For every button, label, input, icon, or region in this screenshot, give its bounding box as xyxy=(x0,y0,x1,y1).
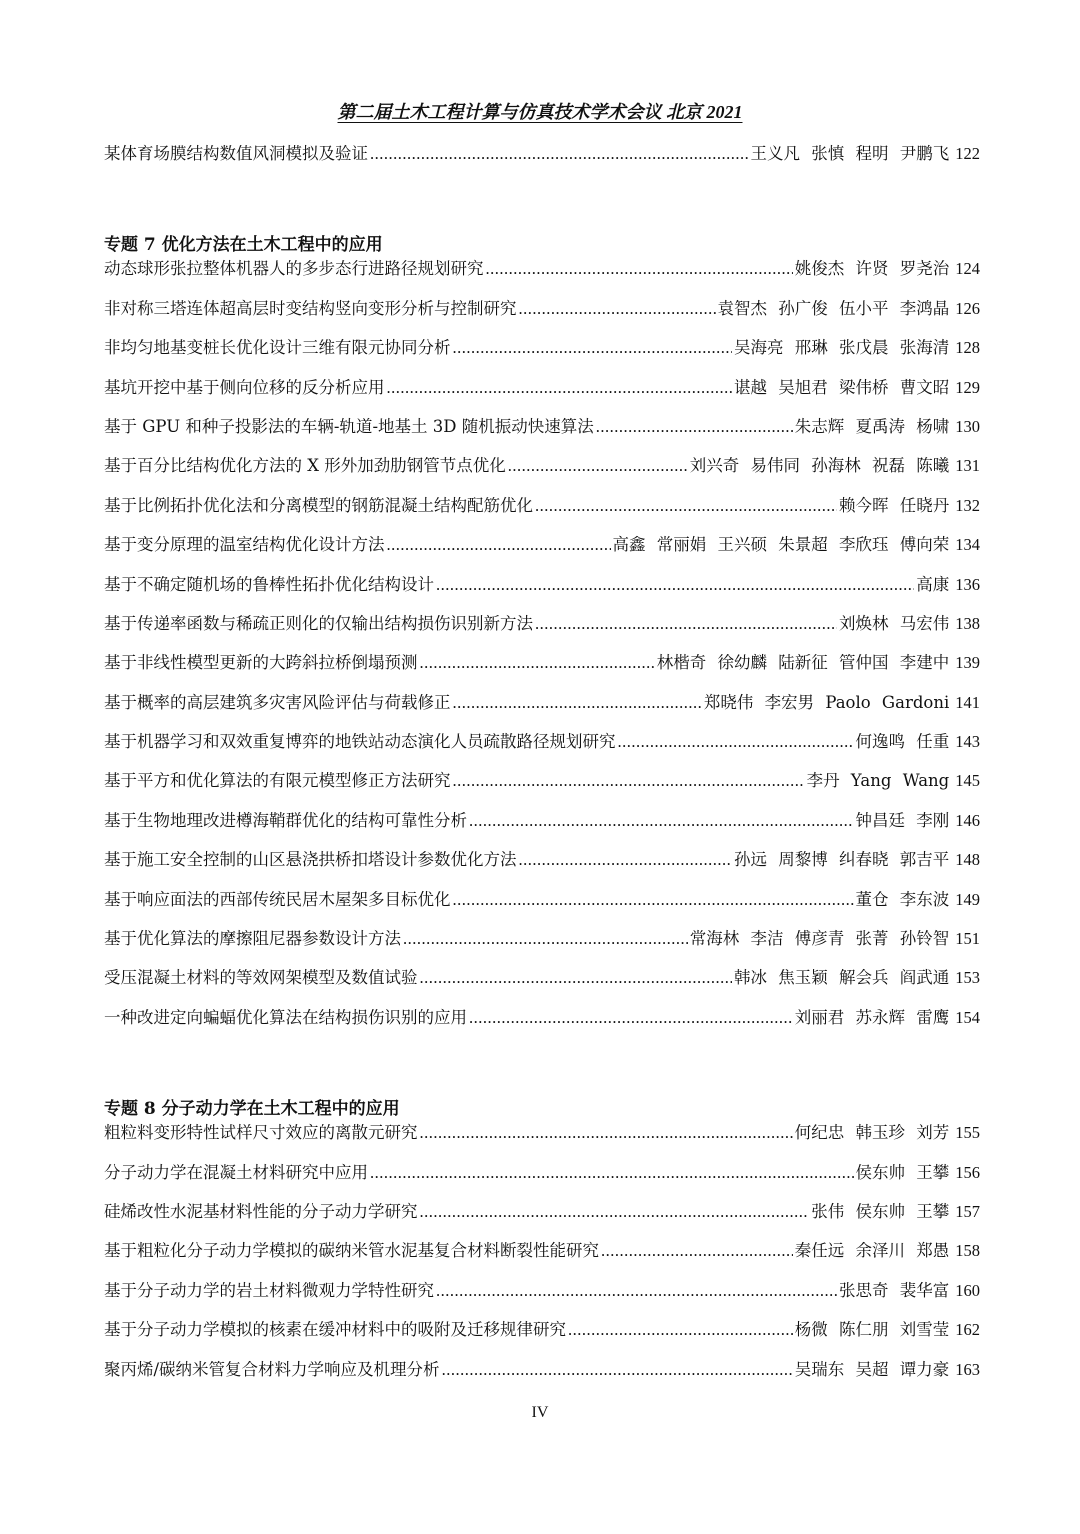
entry-title: 基于生物地理改进樽海鞘群优化的结构可靠性分析 xyxy=(104,810,467,830)
entry-authors: 刘兴奇 易伟同 孙海林 祝磊 陈曦 xyxy=(689,456,950,476)
entry-title: 基于非线性模型更新的大跨斜拉桥倒塌预测 xyxy=(104,653,418,673)
toc-entry xyxy=(104,728,980,767)
toc-entry xyxy=(104,1277,980,1316)
toc-entry xyxy=(104,1356,980,1395)
leader-dots xyxy=(508,456,688,476)
entry-title: 基于施工安全控制的山区悬浇拱桥扣塔设计参数优化方法 xyxy=(104,850,517,870)
entry-title: 基于优化算法的摩擦阻尼器参数设计方法 xyxy=(104,929,401,949)
entry-title: 基于分子动力学的岩土材料微观力学特性研究 xyxy=(104,1280,434,1300)
entry-authors: 高鑫 常丽娟 王兴硕 朱景超 李欣珏 傅向荣 xyxy=(612,535,950,555)
entry-page: 122 xyxy=(955,144,980,163)
leader-dots xyxy=(387,535,611,555)
entry-title: 受压混凝土材料的等效网架模型及数值试验 xyxy=(104,968,418,988)
entry-title: 基于分子动力学模拟的核素在缓冲材料中的吸附及迁移规律研究 xyxy=(104,1320,566,1340)
entry-page: 154 xyxy=(955,1007,980,1027)
entry-page: 145 xyxy=(955,771,980,791)
entry-page: 131 xyxy=(955,456,980,476)
entry-authors: 韩冰 焦玉颖 解会兵 阎武通 xyxy=(734,968,950,988)
entry-authors: 何纪忠 韩玉珍 刘芳 xyxy=(794,1123,950,1143)
entry-page: 136 xyxy=(955,574,980,594)
leader-dots xyxy=(601,1241,793,1261)
toc-entry xyxy=(104,649,980,688)
leader-dots xyxy=(486,259,793,279)
entry-page: 163 xyxy=(955,1359,980,1379)
toc-entry xyxy=(104,334,980,373)
toc-entry xyxy=(104,610,980,649)
entry-authors: 钟昌廷 李刚 xyxy=(855,810,950,830)
page-number: IV xyxy=(531,1404,549,1421)
toc-entry xyxy=(104,886,980,925)
leader-dots xyxy=(420,1123,793,1143)
entry-page: 149 xyxy=(955,889,980,909)
toc-entry xyxy=(104,295,980,334)
conference-header: 第二届土木工程计算与仿真技术学术会议 北京 2021 xyxy=(337,102,743,122)
entry-page: 157 xyxy=(955,1201,980,1221)
entry-title: 基于比例拓扑优化法和分离模型的钢筋混凝土结构配筋优化 xyxy=(104,495,533,515)
toc-content xyxy=(104,140,980,1395)
leader-dots xyxy=(420,1202,810,1222)
entry-authors: 朱志辉 夏禹涛 杨啸 xyxy=(794,416,950,436)
entry-title: 聚丙烯/碳纳米管复合材料力学响应及机理分析 xyxy=(104,1359,440,1379)
entry-authors: 王义凡 张慎 程明 尹鹏飞 xyxy=(750,144,950,163)
entry-authors: 袁智杰 孙广俊 伍小平 李鸿晶 xyxy=(717,298,950,318)
entry-authors: 刘焕林 马宏伟 xyxy=(839,613,950,633)
leader-dots xyxy=(436,575,914,595)
entry-authors: 张思奇 裴华富 xyxy=(839,1280,950,1300)
entry-title: 粗粒料变形特性试样尺寸效应的离散元研究 xyxy=(104,1123,418,1143)
entry-title: 基于机器学习和双效重复博弈的地铁站动态演化人员疏散路径规划研究 xyxy=(104,732,616,752)
leader-dots xyxy=(535,496,837,516)
entry-page: 151 xyxy=(955,929,980,949)
toc-entry xyxy=(104,1237,980,1276)
leader-dots xyxy=(519,299,716,319)
entry-authors: 赖今晖 任晓丹 xyxy=(839,495,950,515)
toc-entry xyxy=(104,374,980,413)
entry-title: 硅烯改性水泥基材料性能的分子动力学研究 xyxy=(104,1201,418,1221)
entry-title: 分子动力学在混凝土材料研究中应用 xyxy=(104,1162,368,1182)
toc-entry xyxy=(104,767,980,806)
entry-title: 基于概率的高层建筑多灾害风险评估与荷载修正 xyxy=(104,692,451,712)
toc-entry xyxy=(104,689,980,728)
entry-authors: 李丹 Yang Wang xyxy=(806,771,950,791)
toc-section xyxy=(104,215,980,1043)
toc-entry xyxy=(104,531,980,570)
entry-title: 基于 GPU 和种子投影法的车辆-轨道-地基土 3D 随机振动快速算法 xyxy=(104,416,594,436)
entry-title: 基于传递率函数与稀疏正则化的仅输出结构损伤识别新方法 xyxy=(104,613,533,633)
toc-section xyxy=(104,1079,980,1395)
entry-authors: 秦任远 余泽川 郑愚 xyxy=(794,1241,950,1261)
toc-entry xyxy=(104,846,980,885)
entry-title: 动态球形张拉整体机器人的多步态行进路径规划研究 xyxy=(104,259,484,279)
entry-title: 基于响应面法的西部传统民居木屋架多目标优化 xyxy=(104,889,451,909)
entry-page: 160 xyxy=(955,1280,980,1300)
entry-authors: 常海林 李洁 傅彦青 张菁 孙铃智 xyxy=(689,929,950,949)
leader-dots xyxy=(596,417,793,437)
entry-title: 非均匀地基变桩长优化设计三维有限元协同分析 xyxy=(104,338,451,358)
toc-entry xyxy=(104,1159,980,1198)
toc-entry xyxy=(104,1119,980,1158)
leader-dots xyxy=(469,811,854,831)
toc-entry xyxy=(104,925,980,964)
entry-title: 一种改进定向蝙蝠优化算法在结构损伤识别的应用 xyxy=(104,1007,467,1027)
entry-authors: 姚俊杰 许贤 罗尧治 xyxy=(794,259,950,279)
entry-authors: 吴海亮 邢琳 张戊晨 张海清 xyxy=(734,338,950,358)
toc-entry xyxy=(104,1004,980,1043)
toc-entry xyxy=(104,452,980,491)
entry-page: 158 xyxy=(955,1241,980,1261)
entry-authors: 杨微 陈仁朋 刘雪莹 xyxy=(794,1320,950,1340)
entry-authors: 林楷奇 徐幼麟 陆新征 管仲国 李建中 xyxy=(656,653,950,673)
leader-dots xyxy=(387,378,733,398)
toc-entry xyxy=(104,571,980,610)
entry-title: 基于百分比结构优化方法的 X 形外加劲肋钢管节点优化 xyxy=(104,456,506,476)
entry-page: 134 xyxy=(955,535,980,555)
entry-page: 138 xyxy=(955,613,980,633)
entry-authors: 董仓 李东波 xyxy=(855,889,950,909)
entry-authors: 张伟 侯东帅 王攀 xyxy=(811,1201,950,1221)
entry-authors: 孙远 周黎博 纠春晓 郭吉平 xyxy=(734,850,950,870)
toc-entry xyxy=(104,413,980,452)
section-title: 专题 8 分子动力学在土木工程中的应用 xyxy=(104,1099,400,1120)
entry-page: 153 xyxy=(955,968,980,988)
leader-dots xyxy=(568,1320,793,1340)
entry-authors: 谌越 吴旭君 梁伟桥 曹文昭 xyxy=(734,377,950,397)
entry-page: 128 xyxy=(955,338,980,358)
entry-page: 141 xyxy=(955,692,980,712)
entry-authors: 刘丽君 苏永辉 雷鹰 xyxy=(794,1007,950,1027)
toc-entry xyxy=(104,255,980,294)
toc-entry xyxy=(104,492,980,531)
entry-authors: 侯东帅 王攀 xyxy=(855,1162,950,1182)
leader-dots xyxy=(370,1163,854,1183)
leader-dots xyxy=(519,850,733,870)
leader-dots xyxy=(453,338,733,358)
section-title: 专题 7 优化方法在土木工程中的应用 xyxy=(104,235,383,256)
entry-title: 某体育场膜结构数值风洞模拟及验证 xyxy=(104,144,368,163)
entry-title: 基于变分原理的温室结构优化设计方法 xyxy=(104,535,385,555)
entry-title: 基坑开挖中基于侧向位移的反分析应用 xyxy=(104,377,385,397)
entry-page: 146 xyxy=(955,810,980,830)
entry-authors: 吴瑞东 吴超 谭力豪 xyxy=(794,1359,950,1379)
entry-page: 129 xyxy=(955,377,980,397)
leader-dots xyxy=(420,968,733,988)
entry-page: 155 xyxy=(955,1123,980,1143)
entry-page: 156 xyxy=(955,1162,980,1182)
toc-entry xyxy=(104,807,980,846)
leader-dots xyxy=(453,890,854,910)
toc-entry xyxy=(104,964,980,1003)
toc-entry xyxy=(104,140,980,179)
entry-authors: 高康 xyxy=(916,574,950,594)
leader-dots xyxy=(618,732,854,752)
entry-authors: 何逸鸣 任重 xyxy=(855,732,950,752)
leader-dots xyxy=(420,653,655,673)
entry-page: 139 xyxy=(955,653,980,673)
entry-title: 基于粗粒化分子动力学模拟的碳纳米管水泥基复合材料断裂性能研究 xyxy=(104,1241,599,1261)
toc-entry xyxy=(104,1316,980,1355)
entry-page: 132 xyxy=(955,495,980,515)
leader-dots xyxy=(469,1008,793,1028)
entry-authors: 郑晓伟 李宏男 Paolo Gardoni xyxy=(703,692,950,712)
leader-dots xyxy=(453,771,805,791)
entry-title: 非对称三塔连体超高层时变结构竖向变形分析与控制研究 xyxy=(104,298,517,318)
leader-dots xyxy=(453,693,702,713)
entry-page: 126 xyxy=(955,298,980,318)
entry-title: 基于不确定随机场的鲁棒性拓扑优化结构设计 xyxy=(104,574,434,594)
leader-dots xyxy=(535,614,837,634)
entry-page: 124 xyxy=(955,259,980,279)
leader-dots xyxy=(403,929,688,949)
toc-entry xyxy=(104,1198,980,1237)
entry-page: 130 xyxy=(955,416,980,436)
leader-dots xyxy=(442,1360,793,1380)
leader-dots xyxy=(370,144,749,164)
entry-title: 基于平方和优化算法的有限元模型修正方法研究 xyxy=(104,771,451,791)
entry-page: 148 xyxy=(955,850,980,870)
leader-dots xyxy=(436,1281,837,1301)
entry-page: 143 xyxy=(955,732,980,752)
entry-page: 162 xyxy=(955,1320,980,1340)
